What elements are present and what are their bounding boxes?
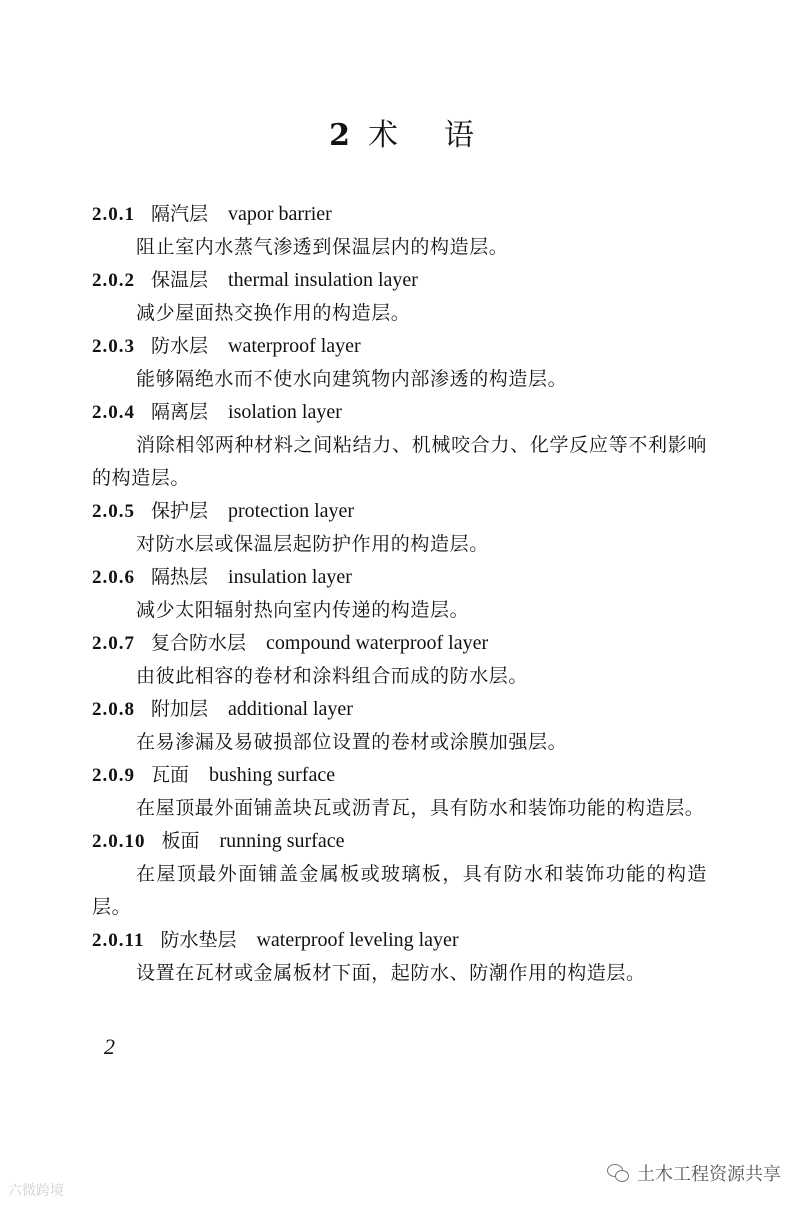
term-item bbox=[92, 924, 707, 990]
term-item bbox=[92, 627, 707, 693]
term-definition: 对防水层或保温层起防护作用的构造层。 bbox=[136, 533, 489, 555]
wechat-icon bbox=[607, 1164, 629, 1182]
term-english: vapor barrier bbox=[228, 203, 332, 225]
term-item bbox=[92, 264, 707, 330]
term-number: 2.0.4 bbox=[92, 402, 135, 423]
term-chinese: 防水垫层 bbox=[160, 929, 237, 951]
term-english: running surface bbox=[219, 830, 345, 852]
term-english: waterproof layer bbox=[228, 335, 361, 357]
term-chinese: 隔热层 bbox=[151, 566, 209, 588]
term-english: thermal insulation layer bbox=[228, 269, 418, 291]
term-chinese: 保温层 bbox=[151, 269, 209, 291]
term-heading bbox=[92, 693, 707, 726]
term-english: isolation layer bbox=[228, 401, 342, 423]
term-heading bbox=[92, 825, 707, 858]
term-item bbox=[92, 759, 707, 825]
term-heading bbox=[92, 198, 707, 231]
term-definition: 消除相邻两种材料之间粘结力、机械咬合力、化学反应等不利影响的构造层。 bbox=[92, 434, 707, 489]
term-heading bbox=[92, 396, 707, 429]
term-item bbox=[92, 825, 707, 924]
term-chinese: 板面 bbox=[161, 830, 200, 852]
term-definition: 能够隔绝水而不使水向建筑物内部渗透的构造层。 bbox=[136, 368, 568, 390]
page-title bbox=[0, 110, 803, 154]
term-chinese: 保护层 bbox=[151, 500, 209, 522]
term-number: 2.0.8 bbox=[92, 699, 135, 720]
term-chinese: 附加层 bbox=[151, 698, 209, 720]
term-number: 2.0.5 bbox=[92, 501, 135, 522]
term-heading bbox=[92, 495, 707, 528]
term-chinese: 防水层 bbox=[151, 335, 209, 357]
term-definition: 在屋顶最外面铺盖金属板或玻璃板，具有防水和装饰功能的构造层。 bbox=[92, 863, 707, 918]
chapter-title-char-2: 语 bbox=[443, 118, 474, 153]
term-chinese: 瓦面 bbox=[151, 764, 190, 786]
term-english: waterproof leveling layer bbox=[256, 929, 459, 951]
term-item bbox=[92, 198, 707, 264]
term-heading bbox=[92, 627, 707, 660]
term-number: 2.0.10 bbox=[92, 831, 146, 852]
term-chinese: 隔汽层 bbox=[151, 203, 209, 225]
term-heading bbox=[92, 561, 707, 594]
term-number: 2.0.1 bbox=[92, 204, 135, 225]
term-item bbox=[92, 396, 707, 495]
term-number: 2.0.3 bbox=[92, 336, 135, 357]
term-number: 2.0.7 bbox=[92, 633, 135, 654]
term-definition: 设置在瓦材或金属板材下面，起防水、防潮作用的构造层。 bbox=[136, 962, 646, 984]
watermark-account bbox=[607, 1160, 781, 1186]
term-definition: 在屋顶最外面铺盖块瓦或沥青瓦，具有防水和装饰功能的构造层。 bbox=[136, 797, 705, 819]
chapter-title-char-1: 术 bbox=[367, 118, 398, 153]
term-item bbox=[92, 495, 707, 561]
term-item bbox=[92, 693, 707, 759]
term-chinese: 隔离层 bbox=[151, 401, 209, 423]
term-english: compound waterproof layer bbox=[266, 632, 489, 654]
term-number: 2.0.11 bbox=[92, 930, 145, 951]
term-english: bushing surface bbox=[209, 764, 336, 786]
term-item bbox=[92, 561, 707, 627]
term-english: additional layer bbox=[228, 698, 353, 720]
term-heading bbox=[92, 924, 707, 957]
term-definition: 减少太阳辐射热向室内传递的构造层。 bbox=[136, 599, 470, 621]
watermark-account-name: 土木工程资源共享 bbox=[637, 1164, 781, 1185]
term-number: 2.0.9 bbox=[92, 765, 135, 786]
term-definition: 减少屋面热交换作用的构造层。 bbox=[136, 302, 411, 324]
term-english: insulation layer bbox=[228, 566, 352, 588]
term-heading bbox=[92, 330, 707, 363]
term-english: protection layer bbox=[228, 500, 355, 522]
term-definition: 由彼此相容的卷材和涂料组合而成的防水层。 bbox=[136, 665, 529, 687]
term-chinese: 复合防水层 bbox=[151, 632, 247, 654]
page-number: 2 bbox=[104, 1034, 115, 1059]
watermark-source: 六微跨境 bbox=[8, 1183, 64, 1199]
term-definition: 在易渗漏及易破损部位设置的卷材或涂膜加强层。 bbox=[136, 731, 568, 753]
term-heading bbox=[92, 264, 707, 297]
term-definition: 阻止室内水蒸气渗透到保温层内的构造层。 bbox=[136, 236, 509, 258]
term-heading bbox=[92, 759, 707, 792]
chapter-number: 2 bbox=[329, 118, 350, 153]
term-item bbox=[92, 330, 707, 396]
term-number: 2.0.6 bbox=[92, 567, 135, 588]
term-number: 2.0.2 bbox=[92, 270, 135, 291]
term-list bbox=[92, 198, 707, 990]
